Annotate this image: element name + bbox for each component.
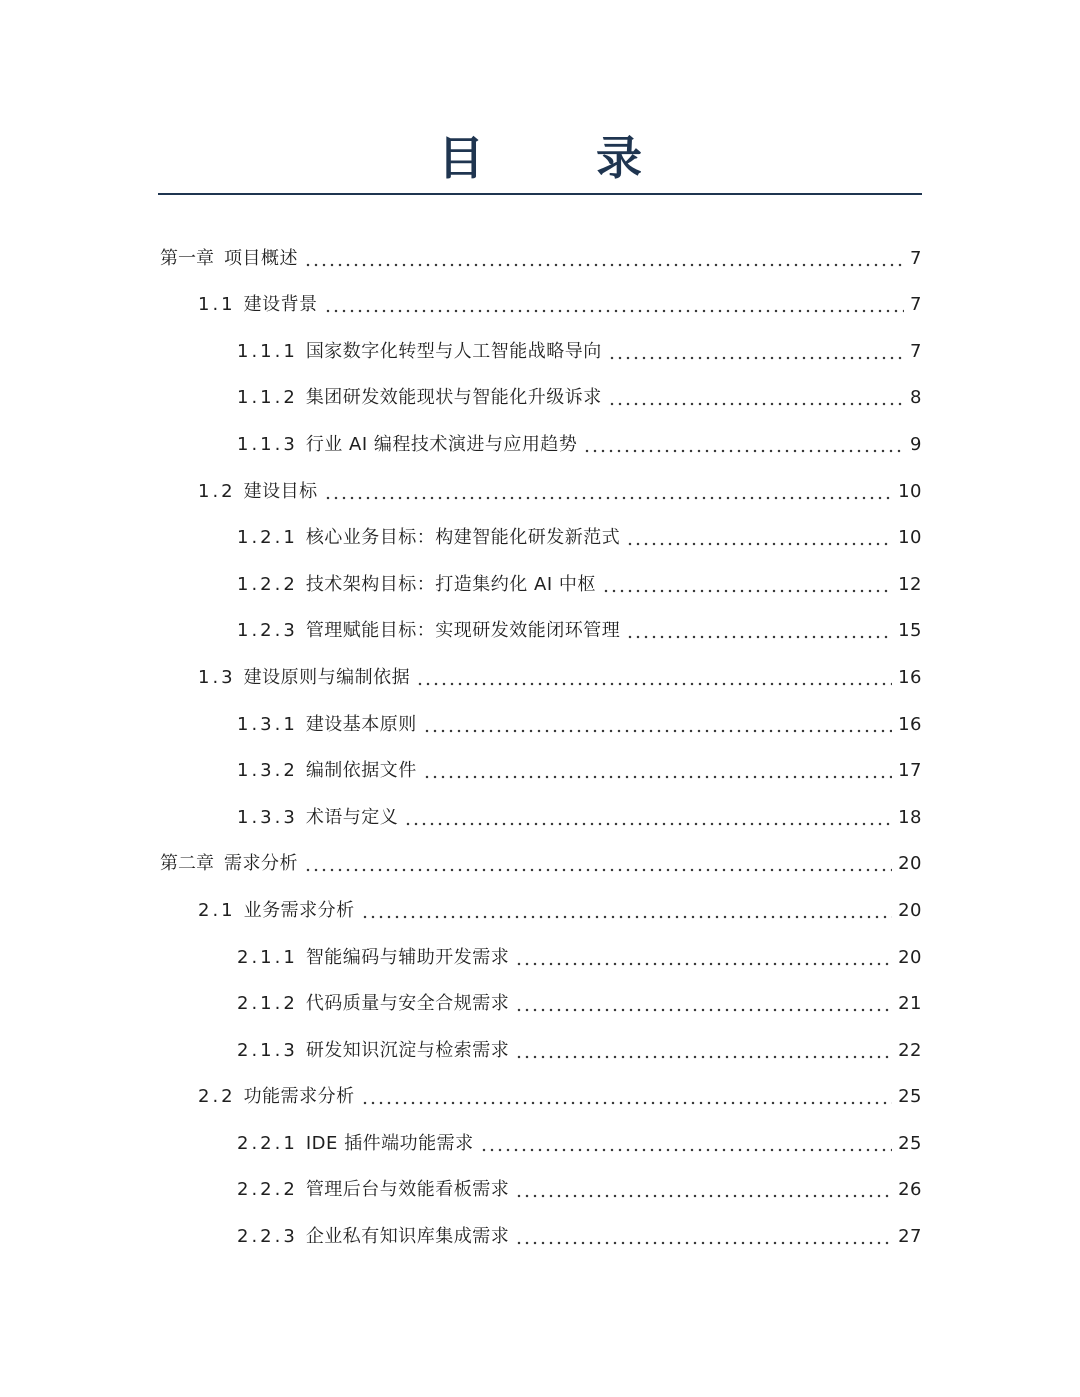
toc-entry[interactable]	[158, 748, 922, 795]
toc-dot-leader	[416, 672, 892, 686]
toc-dot-leader	[423, 765, 892, 779]
toc-entry-title: 集团研发效能现状与智能化升级诉求	[305, 387, 602, 409]
toc-entry-number: 1.3.1	[237, 713, 298, 735]
toc-entry-title: 行业 AI 编程技术演进与应用趋势	[305, 433, 578, 455]
toc-entry[interactable]	[158, 841, 922, 888]
toc-entry-page: 7	[910, 247, 922, 269]
toc-entry-number: 1.1.2	[237, 387, 298, 409]
toc-entry[interactable]	[158, 934, 922, 981]
toc-dot-leader	[324, 486, 892, 500]
toc-entry-number: 1.2.1	[237, 527, 298, 549]
toc-dot-leader	[515, 1231, 892, 1245]
toc-entry[interactable]	[158, 1074, 922, 1121]
toc-entry[interactable]	[158, 794, 922, 841]
toc-entry[interactable]	[158, 235, 922, 282]
toc-dot-leader	[515, 1045, 892, 1059]
toc-entry-title: 研发知识沉淀与检索需求	[305, 1039, 510, 1061]
toc-dot-leader	[626, 532, 892, 546]
toc-entry-title: 智能编码与辅助开发需求	[305, 946, 510, 968]
toc-entry-page: 7	[910, 294, 922, 316]
toc-dot-leader	[608, 346, 904, 360]
toc-dot-leader	[480, 1138, 893, 1152]
toc-entry-title: 建设背景	[243, 294, 318, 316]
toc-entry-page: 12	[898, 573, 922, 595]
toc-entry-page: 20	[898, 899, 922, 921]
toc-entry-title: 管理后台与效能看板需求	[305, 1179, 510, 1201]
toc-entry-title: 编制依据文件	[305, 760, 417, 782]
toc-entry-title: 企业私有知识库集成需求	[305, 1226, 510, 1248]
toc-entry-title: 管理赋能目标：实现研发效能闭环管理	[305, 620, 621, 642]
toc-entry-page: 18	[898, 806, 922, 828]
toc-dot-leader	[304, 858, 892, 872]
toc-entry-page: 21	[898, 993, 922, 1015]
toc-entry-page: 26	[898, 1179, 922, 1201]
toc-entry[interactable]	[158, 701, 922, 748]
toc-dot-leader	[602, 579, 892, 593]
toc-entry-number: 2.2.1	[237, 1132, 298, 1154]
toc-entry-number: 1.3.3	[237, 806, 298, 828]
toc-dot-leader	[515, 1184, 892, 1198]
toc-entry-number: 1.1	[198, 294, 236, 316]
toc-entry-page: 15	[898, 620, 922, 642]
toc-entry-title: 业务需求分析	[243, 899, 355, 921]
toc-entry-number: 第一章	[160, 247, 214, 269]
toc-entry[interactable]	[158, 608, 922, 655]
toc-entry-title: 建设基本原则	[305, 713, 417, 735]
toc-entry-number: 2.1.3	[237, 1039, 298, 1061]
toc-entry-page: 22	[898, 1039, 922, 1061]
toc-entry-number: 1.1.1	[237, 340, 298, 362]
page-title: 目 录	[437, 131, 690, 185]
toc-entry-number: 第二章	[160, 853, 214, 875]
toc-dot-leader	[404, 812, 892, 826]
title-divider	[158, 193, 922, 195]
toc-entry-title: 建设原则与编制依据	[243, 666, 411, 688]
toc-entry-page: 17	[898, 760, 922, 782]
toc-entry-page: 20	[898, 853, 922, 875]
toc-entry[interactable]	[158, 515, 922, 562]
toc-entry-page: 7	[910, 340, 922, 362]
toc-entry[interactable]	[158, 421, 922, 468]
toc-dot-leader	[324, 299, 904, 313]
table-of-contents	[158, 235, 922, 1260]
toc-entry-title: IDE 插件端功能需求	[305, 1132, 474, 1154]
toc-entry-title: 项目概述	[224, 247, 298, 269]
toc-entry-number: 1.3.2	[237, 760, 298, 782]
toc-entry[interactable]	[158, 328, 922, 375]
toc-entry[interactable]	[158, 1120, 922, 1167]
toc-dot-leader	[515, 952, 892, 966]
toc-entry[interactable]	[158, 561, 922, 608]
toc-entry-title: 核心业务目标：构建智能化研发新范式	[305, 527, 621, 549]
toc-entry[interactable]	[158, 654, 922, 701]
toc-entry-page: 16	[898, 713, 922, 735]
toc-entry-number: 2.2.3	[237, 1226, 298, 1248]
toc-dot-leader	[626, 625, 892, 639]
toc-entry-number: 1.2	[198, 480, 236, 502]
toc-entry-title: 术语与定义	[305, 806, 399, 828]
toc-entry-title: 需求分析	[224, 853, 298, 875]
toc-entry-title: 代码质量与安全合规需求	[305, 993, 510, 1015]
toc-entry[interactable]	[158, 1213, 922, 1260]
toc-entry[interactable]	[158, 282, 922, 329]
toc-entry-page: 10	[898, 480, 922, 502]
toc-entry-number: 1.2.3	[237, 620, 298, 642]
toc-entry-page: 25	[898, 1086, 922, 1108]
toc-entry-number: 2.2	[198, 1086, 236, 1108]
toc-entry-title: 技术架构目标：打造集约化 AI 中枢	[305, 573, 596, 595]
toc-dot-leader	[304, 253, 904, 267]
toc-entry[interactable]	[158, 468, 922, 515]
toc-entry-page: 8	[910, 387, 922, 409]
toc-dot-leader	[361, 1091, 892, 1105]
toc-dot-leader	[515, 998, 892, 1012]
toc-entry[interactable]	[158, 981, 922, 1028]
toc-entry-page: 9	[910, 433, 922, 455]
toc-dot-leader	[361, 905, 892, 919]
toc-entry-page: 10	[898, 527, 922, 549]
toc-entry-number: 2.2.2	[237, 1179, 298, 1201]
toc-entry-title: 功能需求分析	[243, 1086, 355, 1108]
toc-entry-number: 1.1.3	[237, 433, 298, 455]
toc-entry-number: 2.1.2	[237, 993, 298, 1015]
toc-entry-number: 2.1.1	[237, 946, 298, 968]
toc-entry-number: 1.3	[198, 666, 236, 688]
toc-entry[interactable]	[158, 1027, 922, 1074]
toc-dot-leader	[583, 439, 904, 453]
toc-entry[interactable]	[158, 1167, 922, 1214]
toc-entry-number: 1.2.2	[237, 573, 298, 595]
toc-entry-title: 国家数字化转型与人工智能战略导向	[305, 340, 602, 362]
toc-entry-page: 20	[898, 946, 922, 968]
toc-entry[interactable]	[158, 375, 922, 422]
toc-entry[interactable]	[158, 887, 922, 934]
toc-entry-page: 27	[898, 1226, 922, 1248]
toc-entry-title: 建设目标	[243, 480, 318, 502]
toc-dot-leader	[423, 719, 892, 733]
toc-entry-number: 2.1	[198, 899, 236, 921]
toc-entry-page: 16	[898, 666, 922, 688]
toc-entry-page: 25	[898, 1132, 922, 1154]
toc-dot-leader	[608, 392, 904, 406]
